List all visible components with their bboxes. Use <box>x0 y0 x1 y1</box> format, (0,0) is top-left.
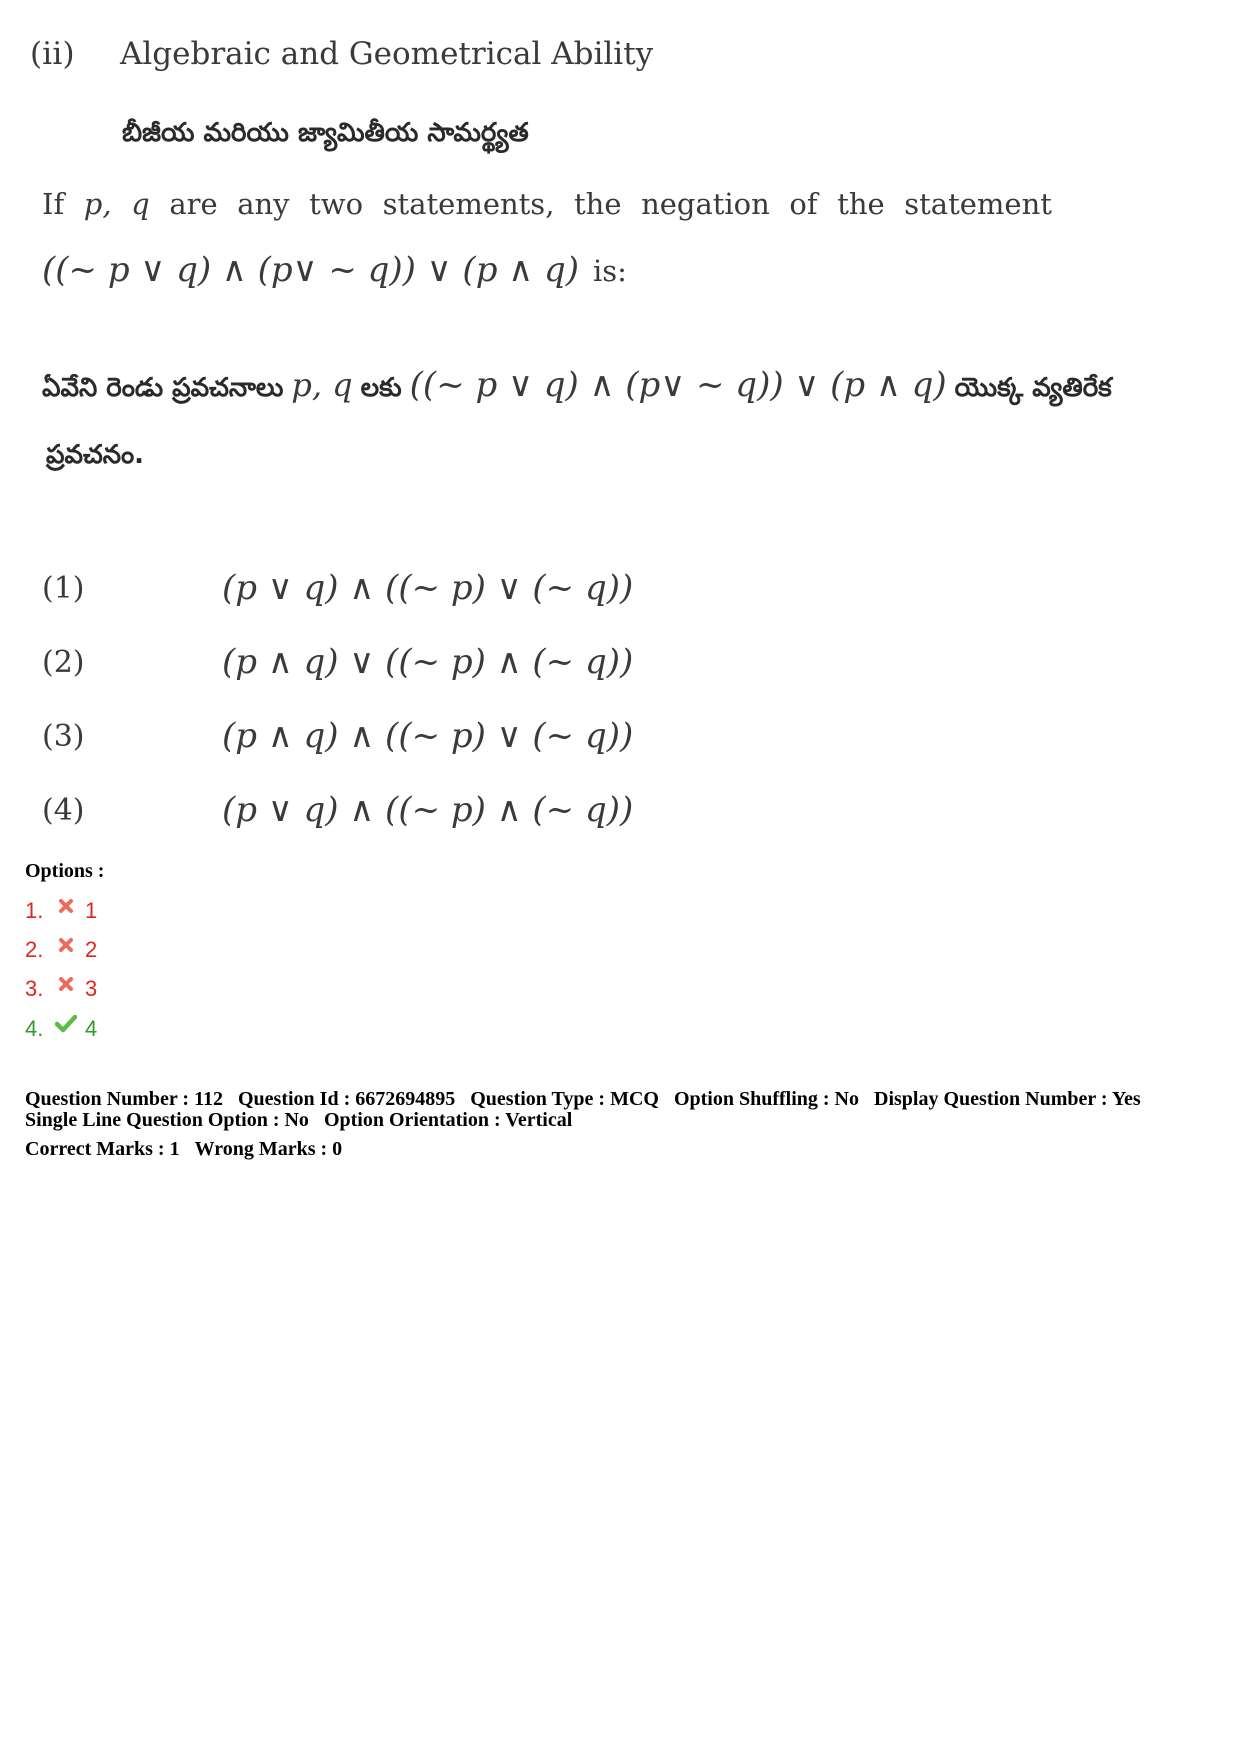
question-word: statements, <box>382 187 555 221</box>
option-number: 3. <box>25 976 44 1001</box>
correct-marks: Correct Marks : 1 <box>25 1138 180 1160</box>
question-word: If <box>42 187 65 221</box>
question-word: statement <box>904 187 1052 221</box>
option-value: 3 <box>85 976 98 1001</box>
single-line-option: Single Line Question Option : No <box>25 1109 309 1131</box>
formula-suffix: is: <box>593 254 627 288</box>
option-row-4 <box>25 1016 97 1042</box>
section-title: Algebraic and Geometrical Ability <box>120 36 654 72</box>
choice-label: (4) <box>42 792 85 828</box>
question-word: of <box>789 187 818 221</box>
cross-icon <box>51 937 81 953</box>
question-text-telugu <box>42 365 1112 409</box>
question-word: q <box>131 187 150 221</box>
choice-3 <box>42 716 633 756</box>
question-text-english <box>42 187 1052 221</box>
question-meta-line2 <box>25 1109 572 1132</box>
option-value: 4 <box>85 1016 98 1041</box>
question-word: two <box>309 187 364 221</box>
wrong-marks: Wrong Marks : 0 <box>194 1138 343 1160</box>
question-id: Question Id : 6672694895 <box>237 1088 456 1110</box>
question-meta-line1 <box>25 1088 1141 1111</box>
question-formula <box>42 250 627 290</box>
option-number: 2. <box>25 937 44 962</box>
option-number: 4. <box>25 1016 44 1041</box>
telugu-suffix: యొక్క వ్యతిరేక <box>954 373 1112 403</box>
option-row-1 <box>25 898 97 924</box>
choice-4 <box>42 790 633 830</box>
question-word: p, <box>83 187 112 221</box>
question-text-telugu-line2: ప్రవచనం. <box>46 440 145 470</box>
cross-icon <box>51 898 81 914</box>
question-meta-line3 <box>25 1138 342 1161</box>
section-label: (ii) <box>30 36 75 72</box>
option-row-2 <box>25 937 97 963</box>
check-icon <box>51 1015 81 1033</box>
choice-expression: (p ∧ q) ∨ ((~ p) ∧ (~ q)) <box>222 642 634 682</box>
telugu-variables: p, q <box>291 366 353 404</box>
question-number: Question Number : 112 <box>25 1088 223 1110</box>
telugu-formula: ((~ p ∨ q) ∧ (p∨ ~ q)) ∨ (p ∧ q) <box>409 365 947 405</box>
option-row-3 <box>25 976 97 1002</box>
question-word: are <box>169 187 218 221</box>
telugu-prefix: ఏవేని రెండు ప్రవచనాలు <box>42 373 284 403</box>
formula-expression: ((~ p ∨ q) ∧ (p∨ ~ q)) ∨ (p ∧ q) <box>42 250 579 290</box>
options-heading: Options : <box>25 860 105 882</box>
option-value: 1 <box>85 898 98 923</box>
choice-expression: (p ∨ q) ∧ ((~ p) ∧ (~ q)) <box>222 790 634 830</box>
choice-2 <box>42 642 633 682</box>
choice-label: (3) <box>42 718 85 754</box>
section-title-telugu: బీజీయ మరియు జ్యామితీయ సామర్థ్యత <box>122 118 529 148</box>
question-word: the <box>573 187 622 221</box>
option-number: 1. <box>25 898 44 923</box>
option-value: 2 <box>85 937 98 962</box>
option-orientation: Option Orientation : Vertical <box>323 1109 573 1131</box>
cross-icon <box>51 976 81 992</box>
question-word: any <box>237 187 290 221</box>
display-question-number: Display Question Number : Yes <box>874 1088 1141 1110</box>
choice-label: (1) <box>42 570 85 606</box>
question-word: the <box>837 187 885 221</box>
question-word: negation <box>641 187 770 221</box>
choice-expression: (p ∨ q) ∧ ((~ p) ∨ (~ q)) <box>222 568 634 608</box>
telugu-mid: లకు <box>360 373 402 403</box>
choice-expression: (p ∧ q) ∧ ((~ p) ∨ (~ q)) <box>222 716 634 756</box>
option-shuffling: Option Shuffling : No <box>673 1088 860 1110</box>
choice-label: (2) <box>42 644 85 680</box>
question-type: Question Type : MCQ <box>470 1088 659 1110</box>
choice-1 <box>42 568 633 608</box>
